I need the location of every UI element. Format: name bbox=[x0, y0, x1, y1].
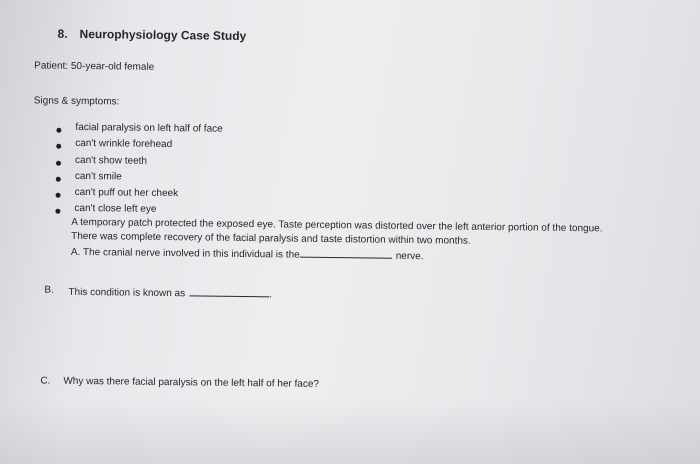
question-c-text: Why was there facial paralysis on the left half of her face? bbox=[63, 375, 320, 390]
symptom-text: can't smile bbox=[74, 170, 122, 183]
symptom-text: can't close left eye bbox=[74, 202, 157, 215]
bullet-icon bbox=[56, 161, 61, 166]
symptom-text: can't puff out her cheek bbox=[74, 186, 179, 200]
question-b-text: This condition is known as bbox=[68, 286, 186, 300]
case-paragraph-line-2: There was complete recovery of the facial paralysis and taste distortion within two months. bbox=[71, 230, 471, 247]
bullet-icon bbox=[56, 128, 61, 133]
patient-line bbox=[34, 60, 154, 72]
question-b bbox=[68, 285, 272, 300]
question-b-end: . bbox=[269, 289, 273, 301]
answer-blank-a[interactable] bbox=[300, 248, 392, 259]
symptom-text: can't wrinkle forehead bbox=[75, 137, 173, 151]
answer-blank-b[interactable] bbox=[189, 286, 269, 297]
patient-label: Patient: bbox=[34, 60, 69, 72]
bullet-icon bbox=[56, 144, 61, 149]
symptom-text: facial paralysis on left half of face bbox=[75, 121, 223, 135]
signs-heading: Signs & symptoms: bbox=[33, 95, 120, 108]
question-b-letter: B. bbox=[44, 284, 54, 296]
bullet-icon bbox=[55, 209, 60, 214]
case-paragraph-line-1: A temporary patch protected the exposed eye. Taste perception was distorted over the left anterior portion of the tongue. bbox=[71, 216, 603, 235]
question-a-suffix: nerve. bbox=[395, 250, 424, 263]
patient-value: 50-year-old female bbox=[70, 60, 155, 73]
case-study-title: Neurophysiology Case Study bbox=[79, 26, 247, 44]
bullet-icon bbox=[56, 177, 61, 182]
question-number: 8. bbox=[57, 26, 68, 41]
question-c-letter: C. bbox=[40, 375, 51, 387]
question-a-text: A. The cranial nerve involved in this individual is the bbox=[70, 246, 300, 261]
question-a bbox=[71, 245, 424, 262]
page-shadow bbox=[0, 400, 700, 464]
symptom-text: can't show teeth bbox=[74, 154, 148, 167]
bullet-icon bbox=[56, 193, 61, 198]
